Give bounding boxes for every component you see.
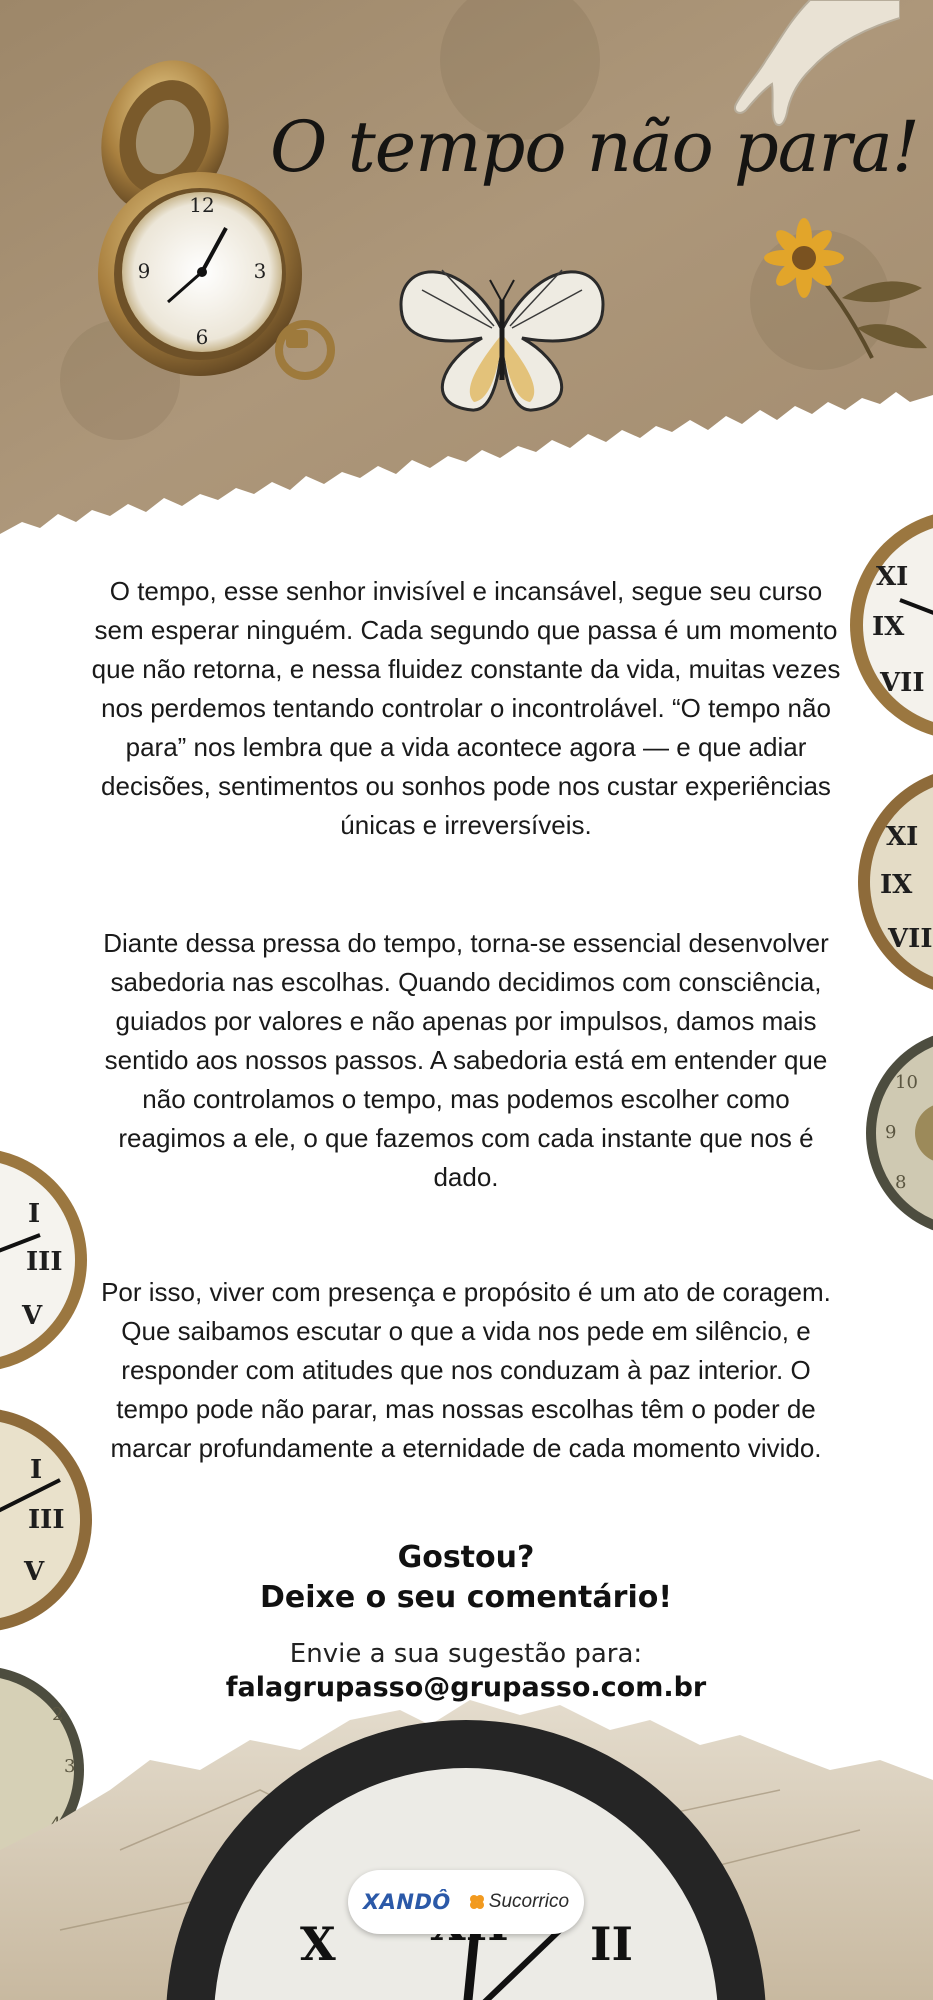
cta-line-2: Deixe o seu comentário! [259,1580,673,1615]
paragraph-1: O tempo, esse senhor invisível e incansável, segue seu curso sem esperar ninguém. Cada segundo que passa é um momento que não retorna, e nessa fluidez constante da vida, muitas vezes nos perdemos tentando controlar o incontrolável. “O tempo não para” nos lembra que a vida acontece agora — e que adiar decisões, sentimentos ou sonhos pode nos custar experiências únicas e irreversíveis. [91,576,841,840]
svg-text:I: I [30,1455,43,1485]
svg-text:3: 3 [64,1756,76,1777]
sucorrico-logo [469,1891,569,1913]
svg-text:12: 12 [189,193,215,217]
svg-text:IX: IX [872,612,905,642]
svg-text:9: 9 [137,259,151,283]
svg-text:3: 3 [253,259,267,283]
svg-text:VII: VII [888,924,933,954]
wall-clock-icon [865,1028,933,1238]
footer-banner [0,1700,933,2000]
footer-clock-background [0,1700,933,2000]
wall-clock-icon [0,1400,95,1640]
suggestion-label: Envie a sua sugestão para: [289,1639,643,1669]
paragraph-3: Por isso, viver com presença e propósito é um ato de coragem. Que saibamos escutar o que a vida nos pede em silêncio, e responder com atitudes que nos conduzam à paz interior. O tempo pode não parar, mas nossas escolhas têm o poder de marcar profundamente a eternidade de cada momento vivido. [101,1277,831,1463]
svg-text:X: X [300,1917,336,1971]
partner-logos [348,1870,584,1934]
header-banner [0,0,933,545]
svg-text:II: II [590,1917,634,1971]
page-title: O tempo não para! [270,106,919,188]
svg-text:VII: VII [880,668,925,698]
svg-text:10: 10 [895,1072,918,1093]
svg-text:9: 9 [885,1122,897,1143]
svg-text:V: V [22,1301,43,1331]
paragraph-2: Diante dessa pressa do tempo, torna-se essencial desenvolver sabedoria nas escolhas. Quando decidimos com consciência, guiados por valores e não apenas por impulsos, damos mais sentido aos nossos passos. A sabedoria está em entender que não controlamos o tempo, mas podemos escolher como reagimos a ele, o que fazemos com cada instante que nos é dado. [103,928,829,1192]
flower-icon [762,218,933,368]
wall-clock-icon [0,1140,90,1380]
svg-text:XI: XI [876,562,909,592]
svg-text:2: 2 [52,1704,64,1725]
contact-email-link[interactable]: falagrupasso@grupasso.com.br [225,1672,707,1703]
sucorrico-logo-text: Sucorrico [488,1891,570,1912]
svg-text:IX: IX [880,870,913,900]
wall-clock-icon [850,505,933,745]
svg-text:III: III [28,1505,65,1535]
cta-line-1: Gostou? [397,1540,535,1575]
svg-text:XI: XI [886,822,919,852]
svg-text:I: I [28,1199,41,1229]
cta-heading [166,1538,766,1618]
svg-text:6: 6 [195,325,209,349]
svg-text:8: 8 [895,1172,907,1193]
butterfly-icon [382,230,622,430]
wall-clock-icon [858,765,933,1000]
svg-text:III: III [26,1247,63,1277]
xando-logo: XANDÔ [362,1890,451,1914]
sucorrico-flower-icon [469,1894,485,1910]
svg-text:V: V [24,1557,45,1587]
